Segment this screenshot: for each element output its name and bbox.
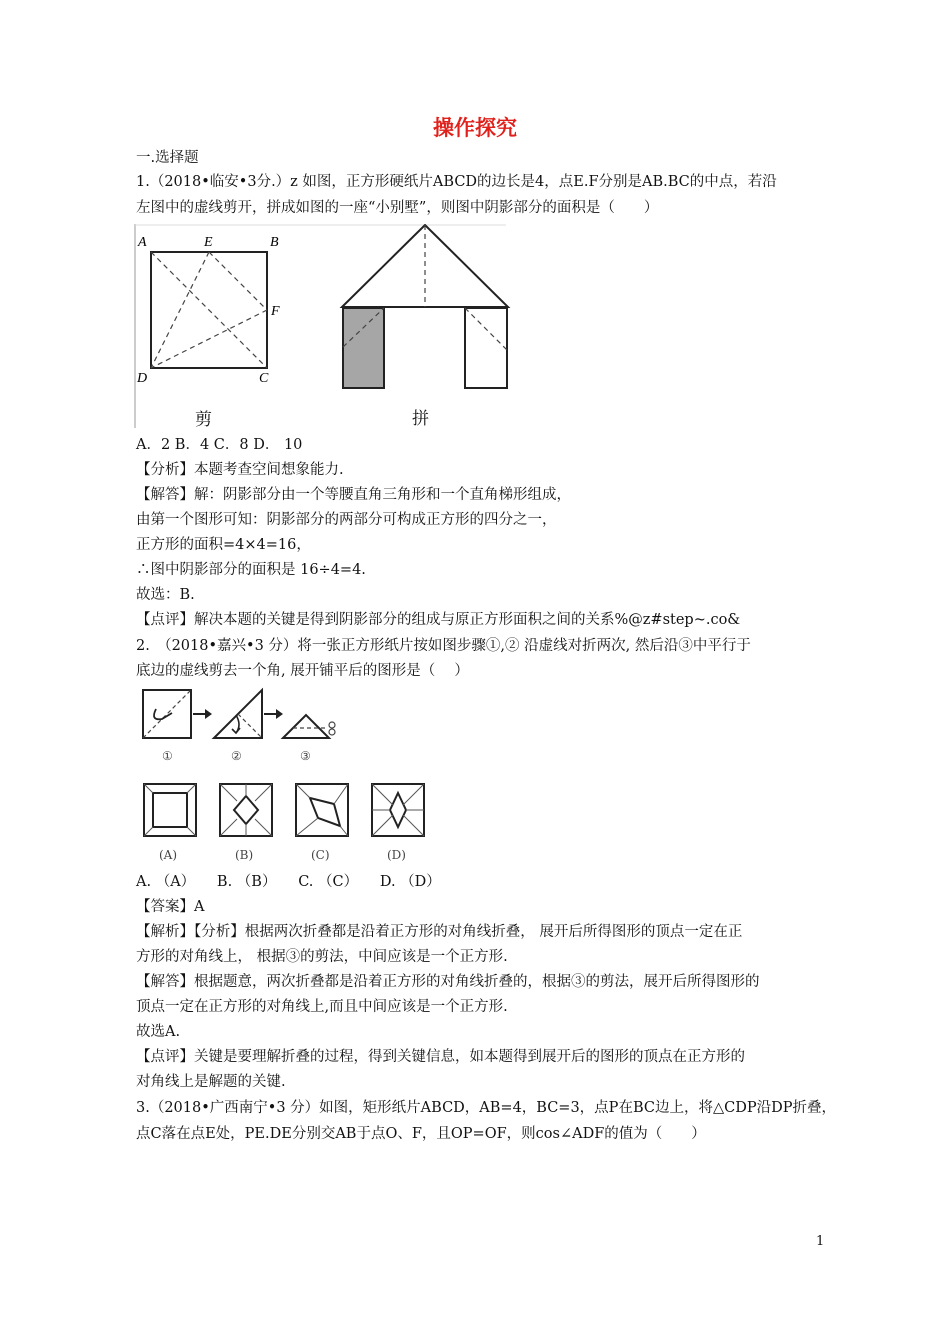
- option-c-label: (C): [311, 848, 330, 862]
- q3-text-line2: 点C落在点E处，PE.DE分别交AB于点O、F，且OP=OF，则cos∠ADF的值为（ ）: [136, 1126, 706, 1142]
- step1-label: ①: [162, 749, 173, 763]
- q2-answer: 【答案】A: [136, 899, 205, 915]
- diagonal-ac: [151, 252, 267, 368]
- option-b-label: (B): [235, 848, 254, 862]
- label-a: A: [138, 235, 147, 250]
- dashed-f-d: [151, 310, 267, 368]
- label-e: E: [204, 235, 213, 250]
- q1-comment: 【点评】解决本题的关键是得到阴影部分的组成与原正方形面积之间的关系%@z#step~.co&: [136, 612, 741, 628]
- page-number: 1: [816, 1234, 825, 1249]
- caption-assemble: 拼: [412, 409, 429, 429]
- step3-label: ③: [300, 749, 311, 763]
- q1-options: A．2 B．4 C．8 D． 10: [136, 437, 303, 453]
- right-leg: [465, 308, 507, 388]
- scissors-icon: [329, 722, 335, 728]
- arrow-icon: [276, 709, 283, 719]
- q3-text-line1: 3.（2018•广西南宁•3 分）如图，矩形纸片ABCD，AB=4，BC=3，点P在BC边上，将△CDP沿DP折叠，: [136, 1100, 836, 1116]
- label-f: F: [271, 304, 280, 319]
- step1-fold-arrow-icon: [154, 709, 172, 719]
- q2-solution-line2: 顶点一定在正方形的对角线上,而且中间应该是一个正方形.: [136, 999, 508, 1015]
- q2-solution-line1: 【解答】根据题意，两次折叠都是沿着正方形的对角线折叠的，根据③的剪法，展开后所得图形的: [136, 974, 760, 990]
- step3-triangle: [283, 715, 329, 738]
- option-a-shape: [144, 784, 196, 836]
- q2-text-line1: 2. （2018•嘉兴•3 分）将一张正方形纸片按如图步骤①,② 沿虚线对折两次, 然后沿③中平行于: [136, 638, 751, 654]
- page-title: 操作探究: [433, 116, 517, 140]
- q2-options: A. （A） B. （B） C. （C） D. （D）: [136, 874, 441, 890]
- option-d-shape: [372, 784, 424, 836]
- dashed-e-d: [151, 252, 209, 368]
- label-d: D: [137, 371, 148, 386]
- q2-analysis-line1: 【解析】【分析】根据两次折叠都是沿着正方形的对角线折叠， 展开后所得图形的顶点一定在正: [136, 924, 743, 940]
- section-heading: 一.选择题: [136, 150, 199, 166]
- option-d-label: (D): [387, 848, 406, 862]
- q1-solution-line3: 正方形的面积=4×4=16，: [136, 537, 311, 553]
- step1-diagonal: [143, 690, 191, 738]
- q1-solution-line1: 【解答】解：阴影部分由一个等腰直角三角形和一个直角梯形组成，: [136, 487, 571, 503]
- q2-choice: 故选A.: [136, 1024, 181, 1040]
- q1-analysis: 【分析】本题考查空间想象能力.: [136, 462, 344, 478]
- q1-solution-line2: 由第一个图形可知：阴影部分的两部分可构成正方形的四分之一，: [136, 512, 557, 528]
- q1-solution-line4: ∴图中阴影部分的面积是 16÷4=4.: [136, 562, 366, 578]
- q2-fold-steps-figure: [136, 685, 361, 765]
- option-b-shape: [220, 784, 272, 836]
- scissors-icon: [329, 729, 335, 735]
- label-c: C: [259, 371, 269, 386]
- label-b: B: [270, 235, 279, 250]
- q1-text-line1: 1.（2018•临安•3分.）z 如图，正方形硬纸片ABCD的边长是4，点E.F分别是AB.BC的中点，若沿: [136, 174, 777, 190]
- step2-label: ②: [231, 749, 242, 763]
- shaded-region: [343, 308, 384, 388]
- q2-analysis-line2: 方形的对角线上， 根据③的剪法，中间应该是一个正方形.: [136, 949, 508, 965]
- q2-text-line2: 底边的虚线剪去一个角, 展开铺平后的图形是（ ）: [136, 663, 469, 679]
- step2-dashed-line: [238, 714, 262, 738]
- q1-choice: 故选：B.: [136, 587, 195, 603]
- option-a-label: (A): [159, 848, 178, 862]
- arrow-icon: [205, 709, 212, 719]
- q1-figure: [134, 224, 514, 434]
- q1-text-line2: 左图中的虚线剪开，拼成如图的一座“小别墅”，则图中阴影部分的面积是（ ）: [136, 200, 659, 216]
- q2-comment-line1: 【点评】关键是要理解折叠的过程，得到关键信息，如本题得到展开后的图形的顶点在正方形的: [136, 1049, 745, 1065]
- option-c-shape: [296, 784, 348, 836]
- q2-answer-options-figure: [138, 776, 428, 868]
- caption-cut: 剪: [195, 410, 212, 430]
- q2-comment-line2: 对角线上是解题的关键.: [136, 1074, 286, 1090]
- right-leg-dashed-line: [465, 308, 507, 350]
- dashed-e-f: [209, 252, 267, 310]
